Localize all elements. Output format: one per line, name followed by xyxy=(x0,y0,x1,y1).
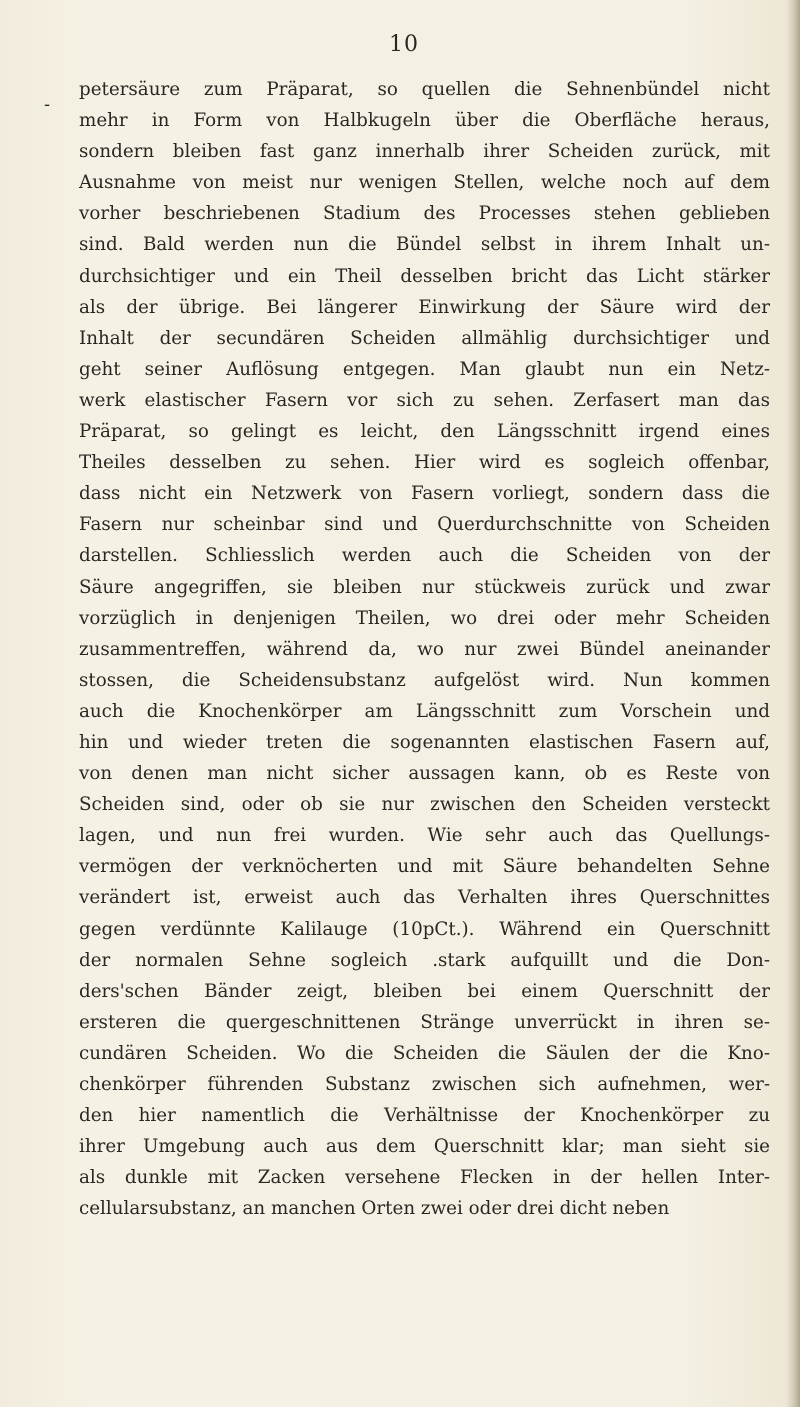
text-line: den hier namentlich die Verhältnisse der Knochenkörper zu xyxy=(79,1105,770,1127)
text-line: sondern bleiben fast ganz innerhalb ihrer Scheiden zurück, mit xyxy=(79,141,770,163)
text-line: verändert ist, erweist auch das Verhalten ihres Querschnittes xyxy=(79,887,770,909)
text-line: werk elastischer Fasern vor sich zu sehen. Zerfasert man das xyxy=(79,389,770,411)
text-line: zusammentreffen, während da, wo nur zwei Bündel aneinander xyxy=(79,638,770,660)
text-line: Inhalt der secundären Scheiden allmählig durchsichtiger und xyxy=(79,327,770,349)
text-line: sind. Bald werden nun die Bündel selbst in ihrem Inhalt un- xyxy=(79,234,770,256)
text-line: lagen, und nun frei wurden. Wie sehr auch das Quellungs- xyxy=(79,825,770,847)
margin-mark: - xyxy=(44,94,51,115)
text-line: mehr in Form von Halbkugeln über die Oberfläche heraus, xyxy=(79,110,770,132)
text-line: vermögen der verknöcherten und mit Säure behandelten Sehne xyxy=(79,856,770,878)
page-number: 10 xyxy=(389,32,419,57)
text-line: Ausnahme von meist nur wenigen Stellen, welche noch auf dem xyxy=(79,172,770,194)
text-line: als dunkle mit Zacken versehene Flecken in der hellen Inter- xyxy=(79,1167,770,1189)
text-line: Scheiden sind, oder ob sie nur zwischen den Scheiden versteckt xyxy=(79,794,770,816)
page-edge-shadow xyxy=(786,0,800,1407)
text-line: chenkörper führenden Substanz zwischen sich aufnehmen, wer- xyxy=(79,1074,770,1095)
text-line: vorzüglich in denjenigen Theilen, wo drei oder mehr Scheiden xyxy=(79,607,770,629)
text-line: stossen, die Scheidensubstanz aufgelöst wird. Nun kommen xyxy=(79,669,770,691)
text-line: auch die Knochenkörper am Längsschnitt zum Vorschein und xyxy=(79,700,770,722)
text-line: petersäure zum Präparat, so quellen die Sehnenbündel nicht xyxy=(79,79,770,100)
text-line: Fasern nur scheinbar sind und Querdurchschnitte von Scheiden xyxy=(79,514,770,536)
body-text xyxy=(79,74,770,1224)
text-line: cellularsubstanz, an manchen Orten zwei oder drei dicht neben xyxy=(79,1198,670,1220)
text-line: ders'schen Bänder zeigt, bleiben bei einem Querschnitt der xyxy=(79,980,770,1002)
text-line: Theiles desselben zu sehen. Hier wird es sogleich offenbar, xyxy=(79,452,770,474)
text-line: cundären Scheiden. Wo die Scheiden die Säulen der die Kno- xyxy=(79,1042,770,1064)
text-line: darstellen. Schliesslich werden auch die Scheiden von der xyxy=(79,545,770,567)
text-line: Präparat, so gelingt es leicht, den Längsschnitt irgend eines xyxy=(79,421,770,443)
text-line: dass nicht ein Netzwerk von Fasern vorliegt, sondern dass die xyxy=(79,483,770,505)
text-line: ihrer Umgebung auch aus dem Querschnitt klar; man sieht sie xyxy=(79,1136,770,1158)
text-line: hin und wieder treten die sogenannten elastischen Fasern auf, xyxy=(79,731,770,753)
text-line: als der übrige. Bei längerer Einwirkung der Säure wird der xyxy=(79,296,770,318)
text-line: geht seiner Auflösung entgegen. Man glaubt nun ein Netz- xyxy=(79,358,770,380)
text-line: gegen verdünnte Kalilauge (10pCt.). Während ein Querschnitt xyxy=(79,918,770,940)
text-line: von denen man nicht sicher aussagen kann, ob es Reste von xyxy=(79,763,770,785)
text-line: vorher beschriebenen Stadium des Processes stehen geblieben xyxy=(79,203,770,225)
text-line: Säure angegriffen, sie bleiben nur stückweis zurück und zwar xyxy=(79,576,770,598)
text-line: durchsichtiger und ein Theil desselben bricht das Licht stärker xyxy=(79,265,770,287)
text-line: ersteren die quergeschnittenen Stränge unverrückt in ihren se- xyxy=(79,1011,770,1033)
text-line: der normalen Sehne sogleich .stark aufquillt und die Don- xyxy=(79,949,770,971)
